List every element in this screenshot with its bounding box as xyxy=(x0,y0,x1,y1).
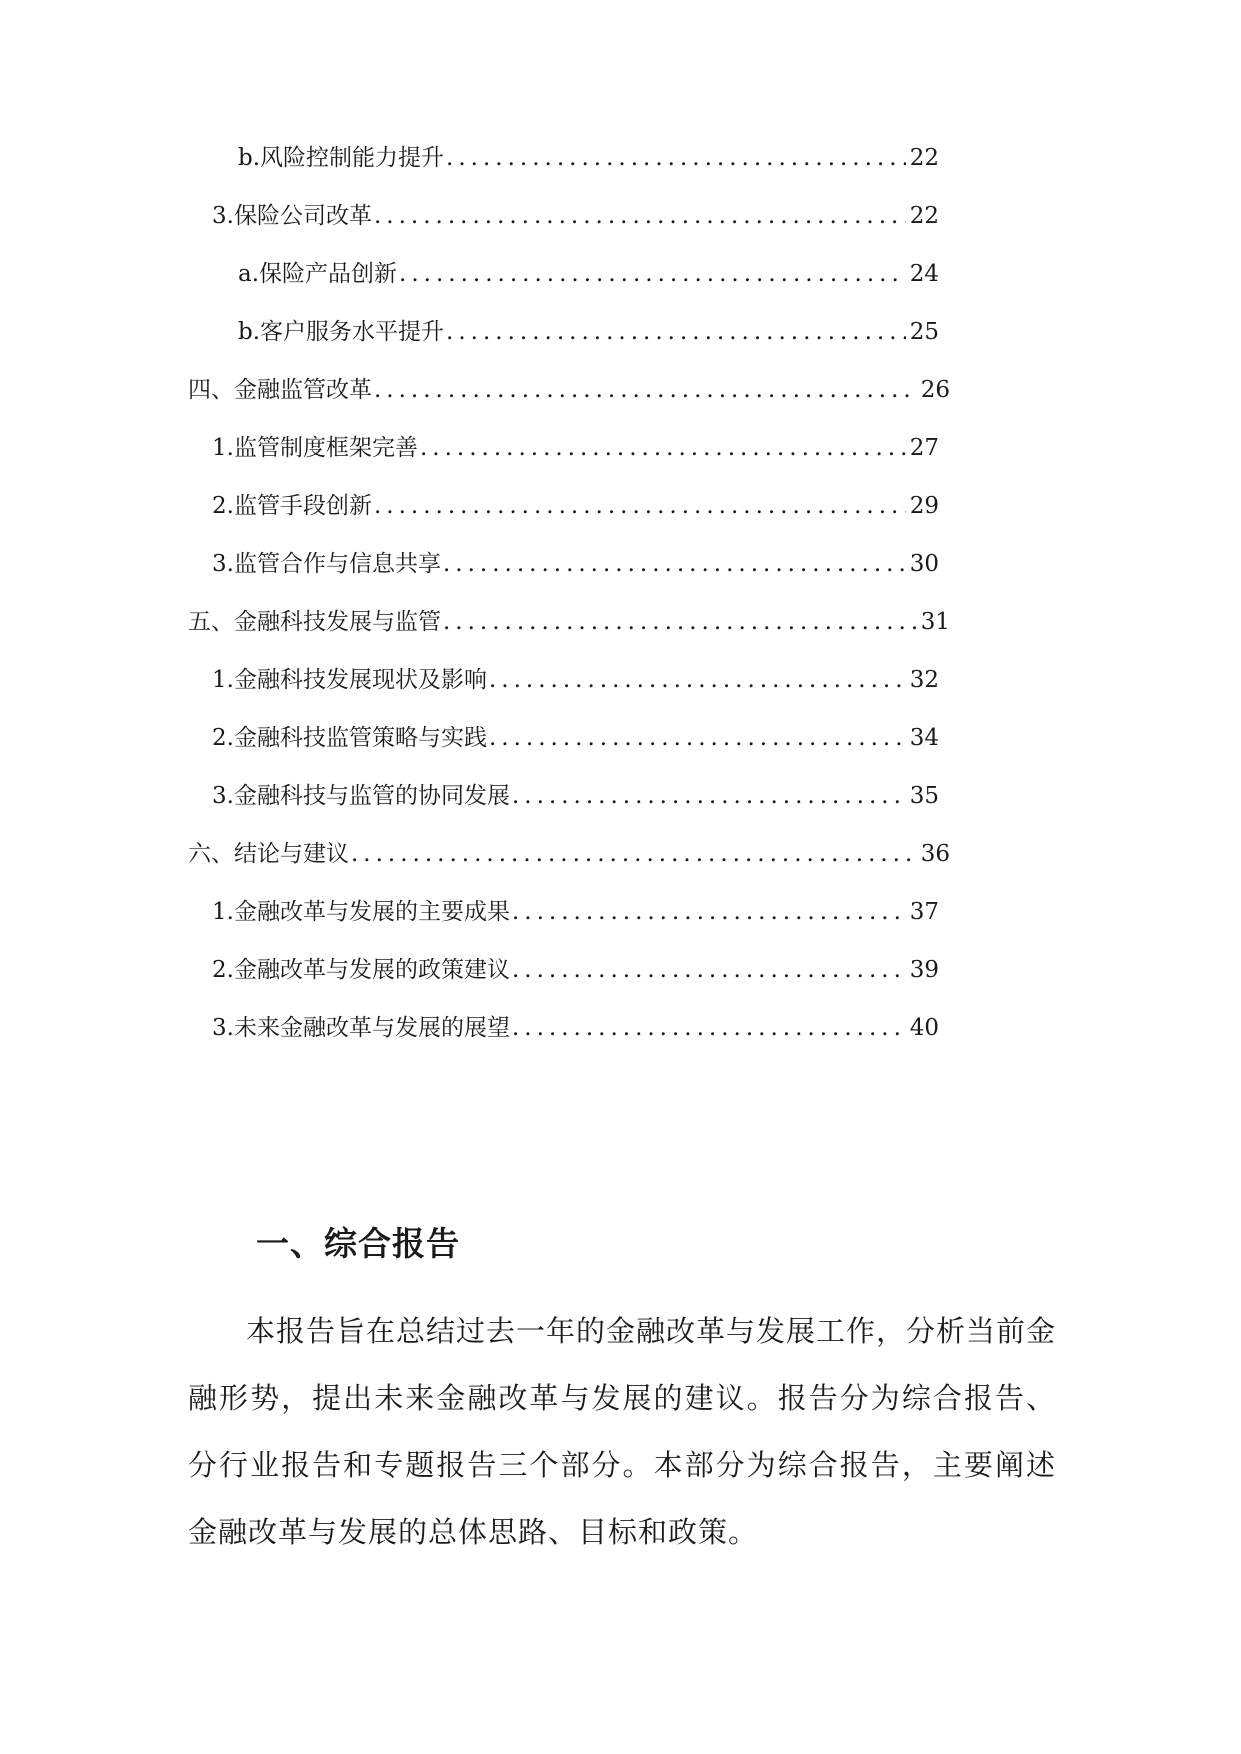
toc-entry-number: 3. xyxy=(212,783,234,809)
toc-dot-leader xyxy=(512,776,906,816)
toc-dot-leader xyxy=(420,428,906,468)
toc-entry-page-number: 37 xyxy=(909,899,939,925)
toc-dot-leader xyxy=(374,370,917,410)
toc-entry[interactable] xyxy=(188,834,950,874)
toc-entry-title: 金融改革与发展的主要成果 xyxy=(233,899,510,925)
toc-entry-title: 未来金融改革与发展的展望 xyxy=(233,1015,510,1041)
toc-entry-title: 监管合作与信息共享 xyxy=(233,551,441,577)
toc-entry-title: 金融科技与监管的协同发展 xyxy=(233,783,510,809)
toc-entry-page-number: 40 xyxy=(909,1015,939,1041)
toc-entry-page-number: 26 xyxy=(920,377,950,403)
toc-dot-leader xyxy=(512,950,906,990)
toc-dot-leader xyxy=(443,602,917,642)
toc-entry-title: 监管手段创新 xyxy=(233,493,372,519)
toc-entry-number: 3. xyxy=(212,203,234,229)
toc-entry-number: 2. xyxy=(212,493,234,519)
toc-entry[interactable] xyxy=(212,196,939,236)
toc-entry-page-number: 35 xyxy=(909,783,939,809)
toc-entry[interactable] xyxy=(238,138,939,178)
toc-entry-title: 金融科技监管策略与实践 xyxy=(233,725,487,751)
toc-entry-number: 五、 xyxy=(188,609,234,635)
toc-dot-leader xyxy=(351,834,917,874)
toc-entry-title: 金融科技发展与监管 xyxy=(234,609,441,635)
toc-dot-leader xyxy=(489,718,906,758)
toc-entry-title: 金融科技发展现状及影响 xyxy=(233,667,487,693)
toc-entry-number: b. xyxy=(238,145,261,171)
toc-dot-leader xyxy=(489,660,906,700)
section-heading: 一、综合报告 xyxy=(256,1224,460,1263)
toc-entry-number: 2. xyxy=(212,725,234,751)
toc-dot-leader xyxy=(446,138,906,178)
toc-entry-page-number: 24 xyxy=(909,261,939,287)
toc-entry[interactable] xyxy=(212,718,939,758)
toc-entry-page-number: 31 xyxy=(920,609,950,635)
body-paragraph: 本报告旨在总结过去一年的金融改革与发展工作，分析当前金融形势，提出未来金融改革与发展的建议。报告分为综合报告、分行业报告和专题报告三个部分。本部分为综合报告，主要阐述金融改革与发展的总体思路、目标和政策。 xyxy=(188,1314,1057,1549)
toc-entry[interactable] xyxy=(212,950,939,990)
toc-entry[interactable] xyxy=(188,602,950,642)
toc-entry-page-number: 29 xyxy=(909,493,939,519)
toc-entry-title: 监管制度框架完善 xyxy=(233,435,418,461)
toc-entry-page-number: 34 xyxy=(909,725,939,751)
toc-entry-number: b. xyxy=(238,319,261,345)
toc-entry-number: 3. xyxy=(212,1015,234,1041)
toc-entry-title: 保险公司改革 xyxy=(233,203,372,229)
toc-entry-title: 客户服务水平提升 xyxy=(260,319,445,345)
toc-entry-number: 1. xyxy=(212,899,234,925)
toc-entry-number: 四、 xyxy=(188,377,234,403)
toc-dot-leader xyxy=(446,312,906,352)
toc-entry[interactable] xyxy=(188,370,950,410)
toc-entry-number: 3. xyxy=(212,551,234,577)
toc-entry-number: 1. xyxy=(212,667,234,693)
toc-dot-leader xyxy=(399,254,906,294)
toc-entry-number: 六、 xyxy=(188,841,234,867)
toc-entry-number: a. xyxy=(238,261,260,287)
toc-entry[interactable] xyxy=(238,312,939,352)
toc-dot-leader xyxy=(443,544,906,584)
toc-entry[interactable] xyxy=(212,428,939,468)
toc-entry-title: 结论与建议 xyxy=(234,841,349,867)
toc-entry[interactable] xyxy=(212,776,939,816)
toc-dot-leader xyxy=(374,486,906,526)
toc-entry[interactable] xyxy=(212,892,939,932)
toc-entry-page-number: 30 xyxy=(909,551,939,577)
toc-entry[interactable] xyxy=(212,1008,939,1048)
toc-entry-page-number: 36 xyxy=(920,841,950,867)
toc-dot-leader xyxy=(512,1008,906,1048)
toc-entry[interactable] xyxy=(212,486,939,526)
toc-entry-page-number: 25 xyxy=(909,319,939,345)
toc-entry-number: 1. xyxy=(212,435,234,461)
toc-entry[interactable] xyxy=(238,254,939,294)
toc-dot-leader xyxy=(512,892,906,932)
toc-entry-number: 2. xyxy=(212,957,234,983)
toc-entry-page-number: 27 xyxy=(909,435,939,461)
toc-entry-title: 风险控制能力提升 xyxy=(260,145,445,171)
toc-entry-title: 金融改革与发展的政策建议 xyxy=(233,957,510,983)
toc-dot-leader xyxy=(374,196,906,236)
toc-entry-page-number: 22 xyxy=(909,145,939,171)
toc-entry-title: 保险产品创新 xyxy=(259,261,398,287)
toc-entry-page-number: 39 xyxy=(909,957,939,983)
toc-entry[interactable] xyxy=(212,544,939,584)
toc-entry-page-number: 22 xyxy=(909,203,939,229)
toc-entry[interactable] xyxy=(212,660,939,700)
toc-entry-page-number: 32 xyxy=(909,667,939,693)
toc-entry-title: 金融监管改革 xyxy=(234,377,372,403)
